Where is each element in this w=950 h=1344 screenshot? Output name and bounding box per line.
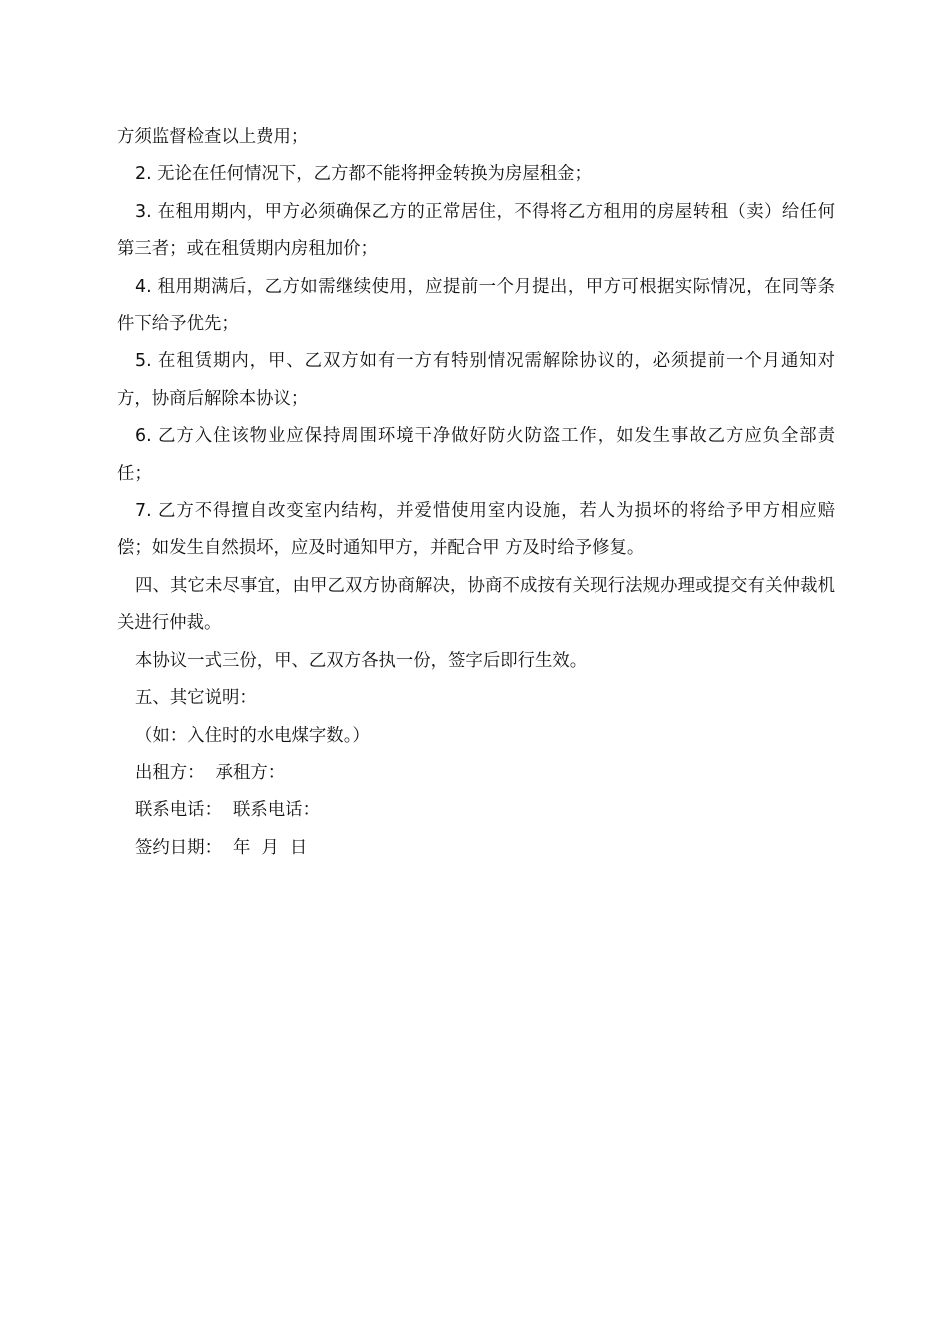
other-notes-example: （如：入住时的水电煤字数。） bbox=[135, 725, 370, 746]
clause-2-deposit: 2. 无论在任何情况下，乙方都不能将押金转换为房屋租金； bbox=[135, 164, 592, 185]
document-body bbox=[117, 119, 835, 867]
clause-5-termination: 5. 在租赁期内，甲、乙双方如有一方有特别情况需解除协议的，必须提前一个月通知对方，协商后解除本协议； bbox=[117, 351, 835, 409]
clause-6-safety: 6. 乙方入住该物业应保持周围环境干净做好防火防盗工作，如发生事故乙方应负全部责任； bbox=[117, 426, 835, 484]
section-4-other-matters: 四、其它未尽事宜，由甲乙双方协商解决，协商不成按有关现行法规办理或提交有关仲裁机关进行仲裁。 bbox=[117, 575, 835, 634]
clause-4-renewal: 4. 租用期满后，乙方如需继续使用，应提前一个月提出，甲方可根据实际情况，在同等条件下给予优先； bbox=[117, 276, 835, 335]
section-5-heading: 五、其它说明： bbox=[135, 688, 257, 709]
clause-7-structure: 7. 乙方不得擅自改变室内结构，并爱惜使用室内设施，若人为损坏的将给予甲方相应赔偿；如发生自然损坏，应及时通知甲方，并配合甲 方及时给予修复。 bbox=[117, 501, 835, 559]
copies-statement: 本协议一式三份，甲、乙双方各执一份，签字后即行生效。 bbox=[135, 650, 588, 671]
signing-date: 签约日期： 年 月 日 bbox=[135, 837, 308, 858]
paragraph-fee-supervision: 方须监督检查以上费用； bbox=[117, 127, 309, 147]
clause-3-sublet: 3. 在租用期内，甲方必须确保乙方的正常居住，不得将乙方租用的房屋转租（卖）给任何第三者；或在租赁期内房租加价； bbox=[117, 201, 835, 260]
contact-phones: 联系电话： 联系电话： bbox=[135, 800, 320, 821]
signature-parties: 出租方： 承租方： bbox=[135, 762, 286, 783]
